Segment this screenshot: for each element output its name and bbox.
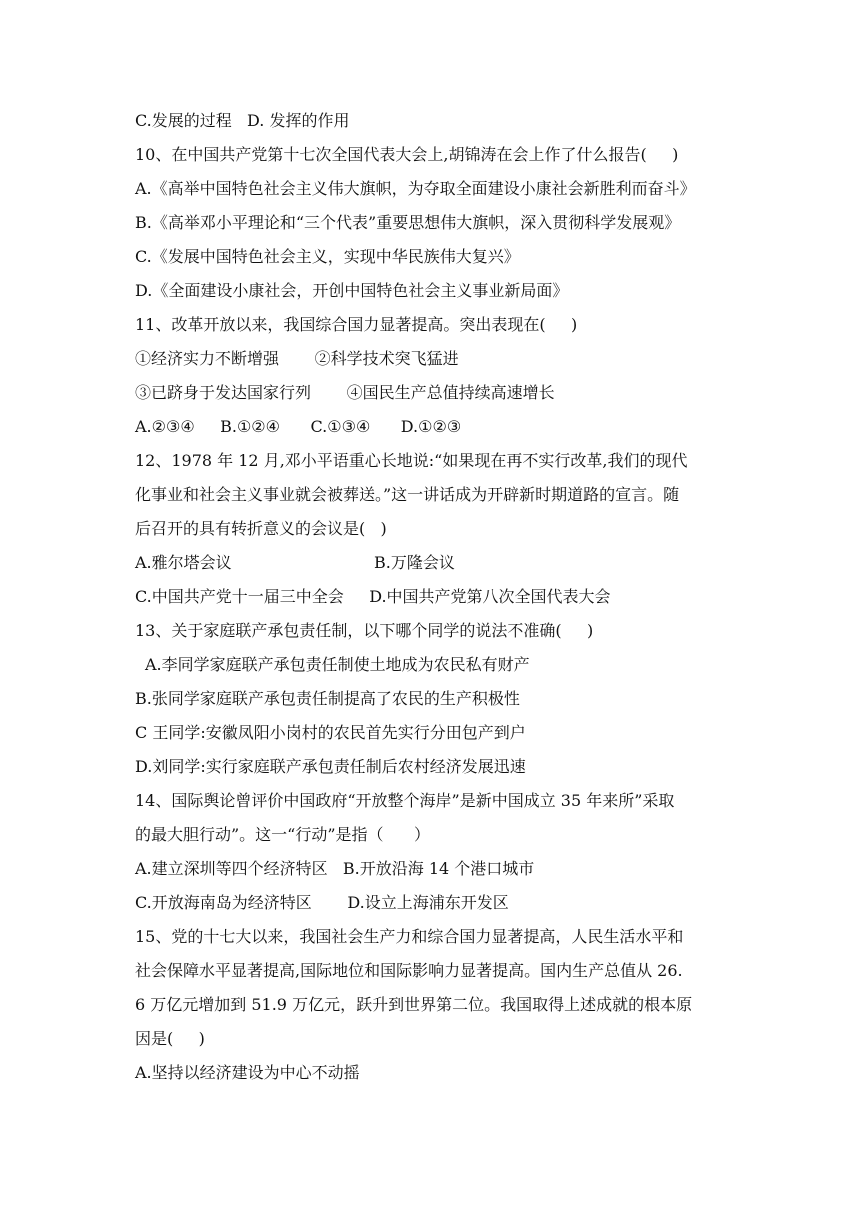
document-body [135, 104, 745, 1090]
option-line: A.建立深圳等四个经济特区 B.开放沿海 14 个港口城市 [135, 859, 535, 878]
option-line: A.《高举中国特色社会主义伟大旗帜，为夺取全面建设小康社会新胜利而奋斗》 [135, 179, 696, 198]
option-line: D.《全面建设小康社会，开创中国特色社会主义事业新局面》 [135, 281, 569, 300]
option-line: C.发展的过程 D. 发挥的作用 [135, 111, 350, 130]
question-text-line: 社会保障水平显著提高,国际地位和国际影响力显著提高。国内生产总值从 26. [135, 961, 683, 980]
question-12: 12、1978 年 12 月,邓小平语重心长地说:“如果现在再不实行改革,我们的现代 [135, 451, 688, 470]
question-14: 14、国际舆论曾评价中国政府“开放整个海岸”是新中国成立 35 年来所”采取 [135, 791, 675, 810]
statement-line: ①经济实力不断增强 ②科学技术突飞猛进 [135, 349, 459, 368]
option-line: C.开放海南岛为经济特区 D.设立上海浦东开发区 [135, 893, 509, 912]
question-13: 13、关于家庭联产承包责任制，以下哪个同学的说法不准确( ) [135, 621, 594, 640]
option-line: A.雅尔塔会议 B.万隆会议 [135, 553, 455, 572]
question-10: 10、在中国共产党第十七次全国代表大会上,胡锦涛在会上作了什么报告( ) [135, 145, 679, 164]
option-line: C 王同学:安徽凤阳小岗村的农民首先实行分田包产到户 [135, 723, 526, 742]
statement-line: ③已跻身于发达国家行列 ④国民生产总值持续高速增长 [135, 383, 555, 402]
option-line: B.《高举邓小平理论和“三个代表”重要思想伟大旗帜，深入贯彻科学发展观》 [135, 213, 681, 232]
option-line: A.②③④ B.①②④ C.①③④ D.①②③ [135, 417, 462, 436]
question-text-line: 6 万亿元增加到 51.9 万亿元，跃升到世界第二位。我国取得上述成就的根本原 [135, 995, 693, 1014]
question-text-line: 的最大胆行动”。这一“行动”是指（ ） [135, 825, 431, 844]
option-line: A.李同学家庭联产承包责任制使土地成为农民私有财产 [145, 655, 530, 674]
option-line: B.张同学家庭联产承包责任制提高了农民的生产积极性 [135, 689, 520, 708]
question-11: 11、改革开放以来，我国综合国力显著提高。突出表现在( ) [135, 315, 578, 334]
option-line: A.坚持以经济建设为中心不动摇 [135, 1063, 360, 1082]
question-15: 15、党的十七大以来，我国社会生产力和综合国力显著提高，人民生活水平和 [135, 927, 684, 946]
question-text-line: 化事业和社会主义事业就会被葬送。”这一讲话成为开辟新时期道路的宣言。随 [135, 485, 680, 504]
option-line: C.《发展中国特色社会主义，实现中华民族伟大复兴》 [135, 247, 520, 266]
question-text-line: 后召开的具有转折意义的会议是( ) [135, 519, 387, 538]
question-text-line: 因是( ) [135, 1029, 205, 1048]
option-line: C.中国共产党十一届三中全会 D.中国共产党第八次全国代表大会 [135, 587, 611, 606]
option-line: D.刘同学:实行家庭联产承包责任制后农村经济发展迅速 [135, 757, 526, 776]
